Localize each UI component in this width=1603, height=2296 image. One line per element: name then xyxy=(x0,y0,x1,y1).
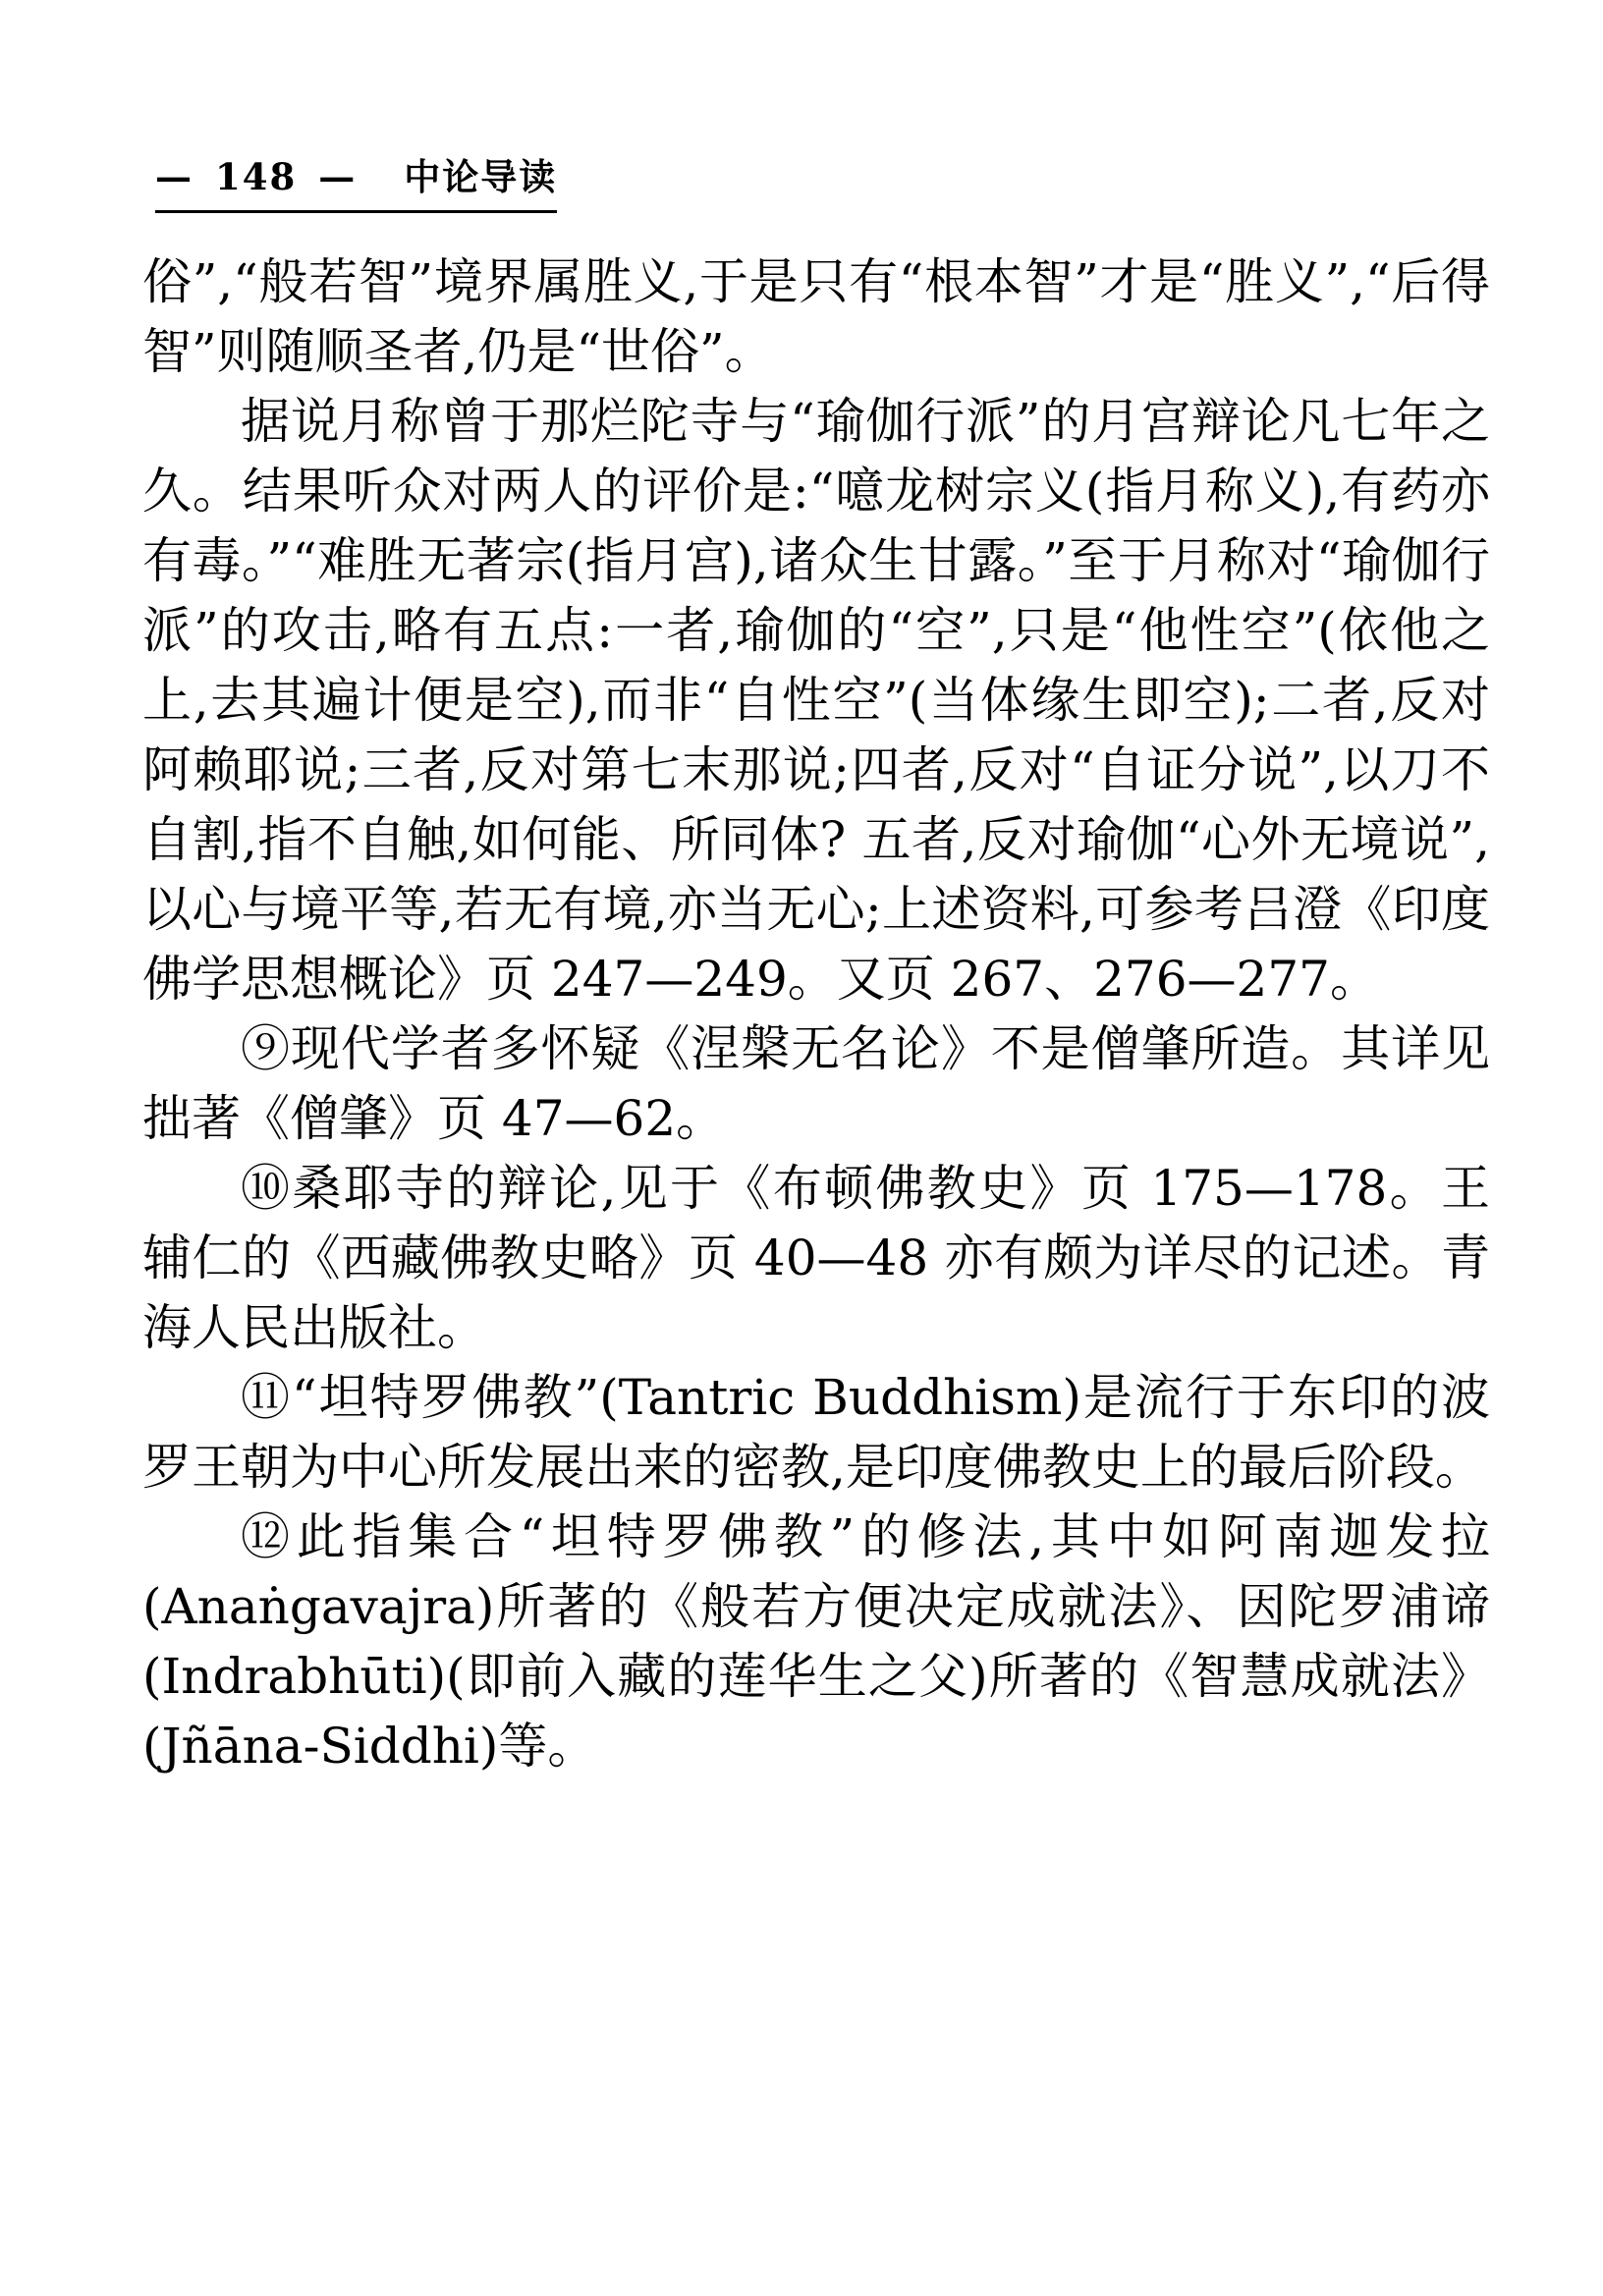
book-title: 中论导读 xyxy=(404,155,558,198)
paragraph-note-12: ⑫此指集合“坦特罗佛教”的修法,其中如阿南迦发拉(Anaṅgavajra)所著的《般若方便决定成就法》、因陀罗浦谛(Indrabhūti)(即前入藏的莲华生之父)所著的《智慧成就法》(Jñāna-Siddhi)等。 xyxy=(142,1508,1490,1775)
paragraph-note-10: ⑩桑耶寺的辩论,见于《布顿佛教史》页 175—178。王辅仁的《西藏佛教史略》页 40—48 亦有颇为详尽的记述。青海人民出版社。 xyxy=(142,1160,1490,1356)
running-head xyxy=(155,147,557,213)
paragraph-debate-story: 据说月称曾于那烂陀寺与“瑜伽行派”的月宫辩论凡七年之久。结果听众对两人的评价是:“噫龙树宗义(指月称义),有药亦有毒。”“难胜无著宗(指月宫),诸众生甘露。”至于月称对“瑜伽行派”的攻击,略有五点:一者,瑜伽的“空”,只是“他性空”(依他之上,去其遍计便是空),而非“自性空”(当体缘生即空);二者,反对阿赖耶说;三者,反对第七末那说;四者,反对“自证分说”,以刀不自割,指不自触,如何能、所同体? 五者,反对瑜伽“心外无境说”,以心与境平等,若无有境,亦当无心;上述资料,可参考吕澄《印度佛学思想概论》页 247—249。又页 267、276—277。 xyxy=(142,393,1490,1008)
header-dash-right: — xyxy=(318,155,358,198)
page-number: 148 xyxy=(215,155,298,198)
paragraph-note-9: ⑨现代学者多怀疑《涅槃无名论》不是僧肇所造。其详见拙著《僧肇》页 47—62。 xyxy=(142,1020,1490,1147)
paragraph-continuation: 俗”,“般若智”境界属胜义,于是只有“根本智”才是“胜义”,“后得智”则随顺圣者,仍是“世俗”。 xyxy=(142,253,1490,380)
paragraph-note-11: ⑪“坦特罗佛教”(Tantric Buddhism)是流行于东印的波罗王朝为中心所发展出来的密教,是印度佛教史上的最后阶段。 xyxy=(142,1369,1490,1496)
header-dash-left: — xyxy=(155,155,193,198)
page-body xyxy=(142,247,1490,1781)
